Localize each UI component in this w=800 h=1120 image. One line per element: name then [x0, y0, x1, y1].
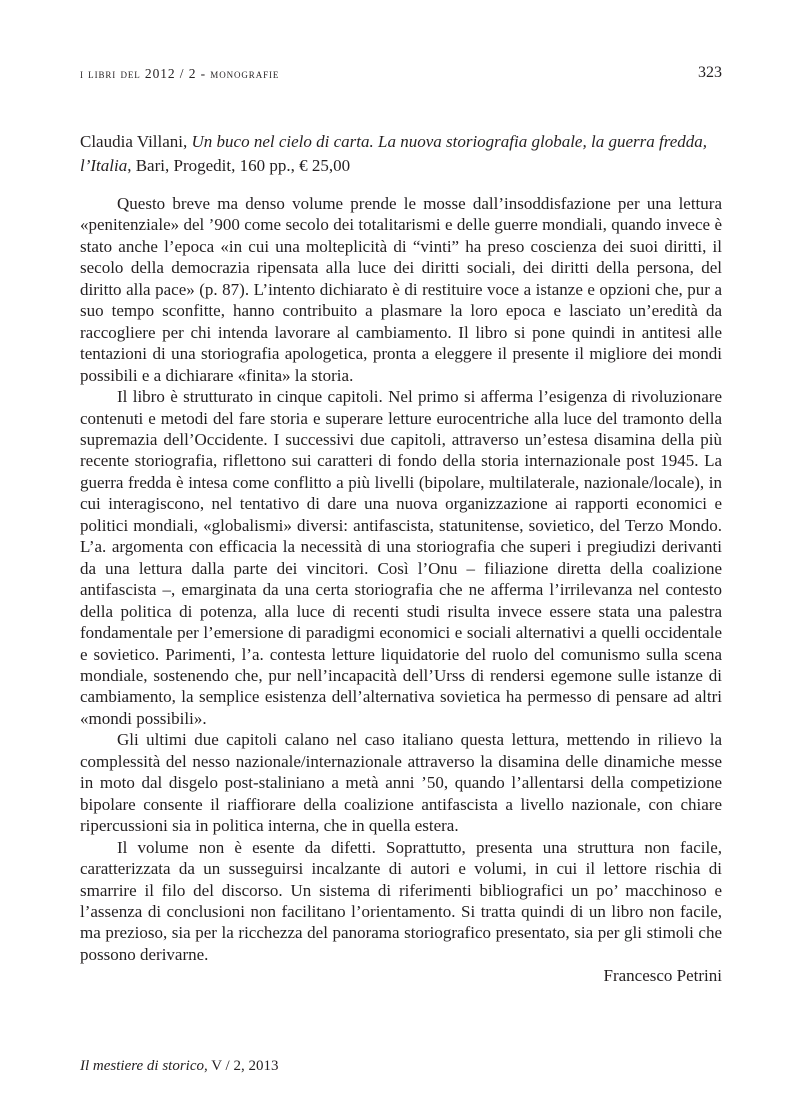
review-paragraph: Gli ultimi due capitoli calano nel caso italiano questa lettura, mettendo in rilievo la complessità del nesso nazionale/internazionale attraverso la disamina delle dinamiche messe in moto dal disgelo post-staliniano a metà anni ’50, quando l’allentarsi della competizione bipolare consente il riaffiorare della coalizione antifascista a livello nazionale, con chiare ripercussioni sia in politica interna, che in quella estera. [80, 730, 722, 836]
journal-name: Il mestiere di storico [80, 1058, 205, 1074]
book-author: Claudia Villani, [80, 132, 192, 151]
book-citation [80, 130, 722, 178]
review-paragraph: Il libro è strutturato in cinque capitoli. Nel primo si afferma l’esigenza di rivoluzionare contenuti e metodi del fare storia e superare letture eurocentriche alla luce del tramonto della supremazia dell’Occidente. I successivi due capitoli, attraverso un’estesa disamina della più recente storiografia, riflettono sui caratteri di fondo della storia internazionale post 1945. La guerra fredda è intesa come conflitto a più livelli (bipolare, multilaterale, nazionale/locale), in cui interagiscono, nel tentativo di dare una nuova organizzazione ai rapporti economici e politici mondiali, «globalismi» diversi: antifascista, statunitense, sovietico, del Terzo Mondo. L’a. argomenta con efficacia la necessità di una storiografia che superi i pregiudizi derivanti da una lettura dalla parte dei vincitori. Così l’Onu – filiazione diretta della coalizione antifascista –, emarginata da una certa storiografia che ne afferma l’irrilevanza nel contesto della politica di potenza, alla luce di recenti studi risulta invece essere stata una palestra fondamentale per l’emersione di paradigmi economici e sociali alternativi a quelli occidentale e sovietico. Parimenti, l’a. contesta letture liquidatorie del ruolo del comunismo sulla scena mondiale, sostenendo che, pur nell’incapacità dell’Urss di rendersi egemone sulle istanze di cambiamento, la semplice esistenza dell’alternativa sovietica ha permesso di pensare ad altri «mondi possibili». [80, 387, 722, 728]
journal-footer [80, 1058, 278, 1075]
book-publication-info: , Bari, Progedit, 160 pp., € 25,00 [127, 156, 351, 175]
review-paragraph: Questo breve ma denso volume prende le mosse dall’insoddisfazione per una lettura «penitenziale» del ’900 come secolo dei totalitarismi e delle guerre mondiali, quando invece è stato anche l’epoca «in cui una molteplicità di “vinti” ha preso coscienza dei suoi diritti, il secolo della democrazia ripensata alla luce dei diritti sociali, dei diritti della persona, del diritto alla pace» (p. 87). L’intento dichiarato è di restituire voce a istanze e opzioni che, pur a suo tempo sconfitte, hanno contribuito a plasmare la loro epoca e lasciato un’eredità da raccogliere per chi intenda lavorare al cambiamento. Il libro si pone quindi in antitesi alle tentazioni di una storiografia apologetica, pronta a eleggere il presente il migliore dei mondi possibili e a dichiarare «finita» la storia. [80, 194, 722, 385]
review-body [80, 193, 722, 987]
review-paragraph: Il volume non è esente da difetti. Soprattutto, presenta una struttura non facile, caratterizzata da un susseguirsi incalzante di autori e volumi, in cui il lettore rischia di smarrire il filo del discorso. Un sistema di riferimenti bibliografici un po’ macchinoso e l’assenza di conclusioni non facilitano l’orientamento. Si tratta quindi di un libro non facile, ma prezioso, sia per la ricchezza del panorama storiografico presentato, sia per gli stimoli che possono derivarne. [80, 837, 722, 964]
running-head: i libri del 2012 / 2 - monografie [80, 66, 280, 81]
reviewer-name: Francesco Petrini [603, 966, 722, 986]
journal-issue: , V / 2, 2013 [204, 1058, 279, 1074]
page-number: 323 [698, 64, 722, 81]
book-title: Un buco nel cielo di carta. La nuova storiografia globale, la guerra fredda, l’Italia [80, 132, 707, 175]
